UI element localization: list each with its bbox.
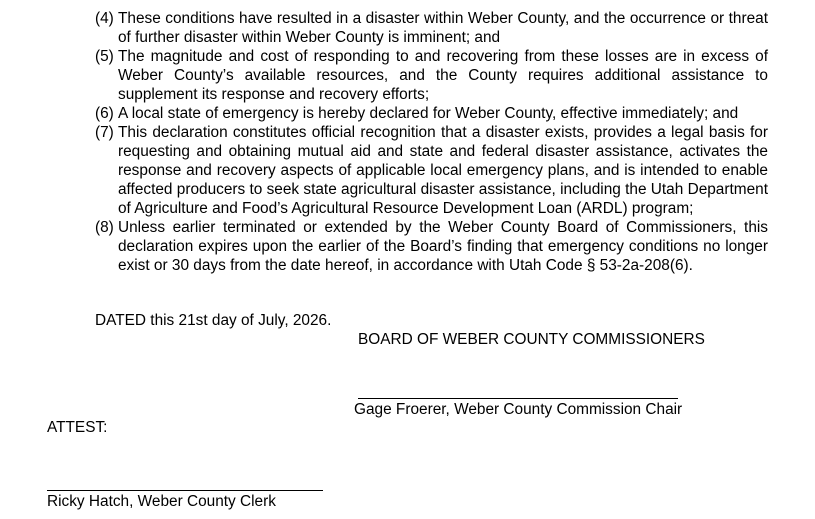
clerk-signature-line (47, 490, 323, 491)
item-text: Unless earlier terminated or extended by the Weber County Board of Commissioners, this declaration expires upon the earlier of the Board’s finding that emergency conditions no longer exist or 30 days from the date hereof, in accordance with Utah Code § 53-2a-208(6). (118, 219, 768, 274)
item-number: (8) (95, 219, 114, 236)
list-item (95, 123, 768, 218)
item-number: (6) (95, 105, 114, 122)
list-item (95, 47, 768, 104)
item-number: (4) (95, 10, 114, 27)
item-number: (7) (95, 124, 114, 141)
item-text: The magnitude and cost of responding to and recovering from these losses are in excess of Weber County’s available resources, and the County requires additional assistance to supplement its response and recovery efforts; (118, 48, 768, 103)
board-heading: BOARD OF WEBER COUNTY COMMISSIONERS (358, 331, 705, 348)
list-item (95, 104, 768, 123)
item-text: A local state of emergency is hereby declared for Weber County, effective immediately; and (118, 105, 739, 122)
list-item (95, 9, 768, 47)
item-number: (5) (95, 48, 114, 65)
chair-signature-line (358, 398, 678, 399)
item-text: This declaration constitutes official recognition that a disaster exists, provides a legal basis for requesting and obtaining mutual aid and state and federal disaster assistance, activates the response and recovery aspects of applicable local emergency plans, and is intended to enable affected producers to seek state agricultural disaster assistance, including the Utah Department of Agriculture and Food’s Agricultural Resource Development Loan (ARDL) program; (118, 124, 768, 217)
declaration-list (95, 9, 768, 275)
list-item (95, 218, 768, 275)
item-text: These conditions have resulted in a disaster within Weber County, and the occurrence or threat of further disaster within Weber County is imminent; and (118, 10, 768, 46)
dated-line: DATED this 21st day of July, 2026. (95, 312, 332, 329)
chair-signature-name: Gage Froerer, Weber County Commission Chair (354, 401, 683, 418)
attest-label: ATTEST: (47, 419, 108, 436)
clerk-signature-name: Ricky Hatch, Weber County Clerk (47, 493, 276, 510)
